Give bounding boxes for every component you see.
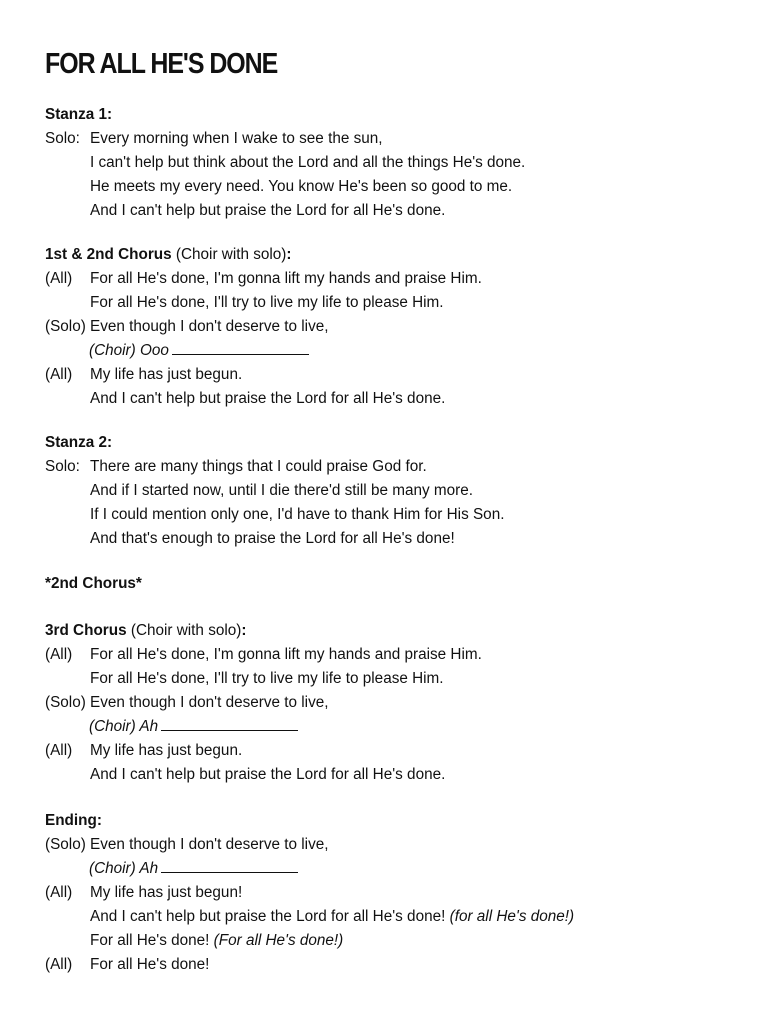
all-label: (All) [45,270,73,287]
choir-response [89,857,298,881]
lyric-text: My life has just begun! [90,884,243,901]
choir-response [89,715,298,739]
chorus12-heading [45,243,292,267]
lyric-text: For all He's done! [90,956,210,973]
choir-text: (Choir) Ah [89,860,159,877]
lyric-text: Every morning when I wake to see the sun, [90,130,383,147]
solo-label: (Solo) [45,318,86,335]
lyric-text: My life has just begun. [90,742,243,759]
chorus3-title: 3rd Chorus [45,622,127,639]
choir-response [89,339,309,363]
lyric-text: For all He's done, I'm gonna lift my hands and praise Him. [90,646,482,663]
chorus12-colon: : [286,246,292,263]
lyric-text: For all He's done, I'm gonna lift my hands and praise Him. [90,270,482,287]
lyric-text: For all He's done, I'll try to live my life to please Him. [90,670,444,687]
lyric-text [90,929,343,953]
choir-text: (Choir) Ah [89,718,159,735]
lyric-text: There are many things that I could praise God for. [90,458,427,475]
fill-in-blank [161,857,298,873]
chorus2-repeat: *2nd Chorus* [45,575,142,592]
lyric-text: Even though I don't deserve to live, [90,694,329,711]
lyric-text: Even though I don't deserve to live, [90,836,329,853]
ending-heading: Ending: [45,812,102,829]
fill-in-blank [172,339,309,355]
chorus3-heading [45,619,246,643]
stanza2-heading: Stanza 2: [45,434,113,451]
all-label: (All) [45,742,73,759]
chorus3-line-5 [45,739,243,763]
all-label: (All) [45,884,73,901]
chorus3-colon: : [241,622,247,639]
all-label: (All) [45,956,73,973]
lyric-main: And I can't help but praise the Lord for all He's done! [90,908,446,925]
echo-text: (for all He's done!) [449,908,575,925]
lyric-text: I can't help but think about the Lord and all the things He's done. [90,154,526,171]
solo-label: Solo: [45,458,80,475]
choir-text: (Choir) Ooo [89,342,169,359]
solo-label: (Solo) [45,694,86,711]
chorus12-note: (Choir with solo) [175,246,287,263]
all-label: (All) [45,366,73,383]
chorus12-line-1 [45,267,482,291]
ending-line-1 [45,833,329,857]
chorus3-line-1 [45,643,482,667]
lyric-text: If I could mention only one, I'd have to thank Him for His Son. [90,506,505,523]
lyric-text: My life has just begun. [90,366,243,383]
lyric-text [90,905,574,929]
lyric-text: And that's enough to praise the Lord for all He's done! [90,530,455,547]
lyric-text: And I can't help but praise the Lord for all He's done. [90,766,446,783]
solo-label: Solo: [45,130,80,147]
lyric-main: For all He's done! [90,932,210,949]
fill-in-blank [161,715,298,731]
solo-label: (Solo) [45,836,86,853]
ending-line-6 [45,953,210,977]
chorus3-line-3 [45,691,329,715]
lyric-text: Even though I don't deserve to live, [90,318,329,335]
all-label: (All) [45,646,73,663]
lyric-text: He meets my every need. You know He's been so good to me. [90,178,513,195]
chorus3-note: (Choir with solo) [130,622,242,639]
lyric-text: And I can't help but praise the Lord for all He's done. [90,202,446,219]
song-title: FOR ALL HE'S DONE [45,48,278,80]
chorus12-line-3 [45,315,329,339]
lyric-text: And I can't help but praise the Lord for all He's done. [90,390,446,407]
lyric-text: And if I started now, until I die there'd still be many more. [90,482,473,499]
stanza1-heading: Stanza 1: [45,106,113,123]
ending-line-3 [45,881,243,905]
echo-text: (For all He's done!) [213,932,344,949]
lyric-text: For all He's done, I'll try to live my life to please Him. [90,294,444,311]
chorus12-line-5 [45,363,243,387]
chorus12-title: 1st & 2nd Chorus [45,246,172,263]
stanza1-line-1 [45,127,383,151]
stanza2-line-1 [45,455,427,479]
